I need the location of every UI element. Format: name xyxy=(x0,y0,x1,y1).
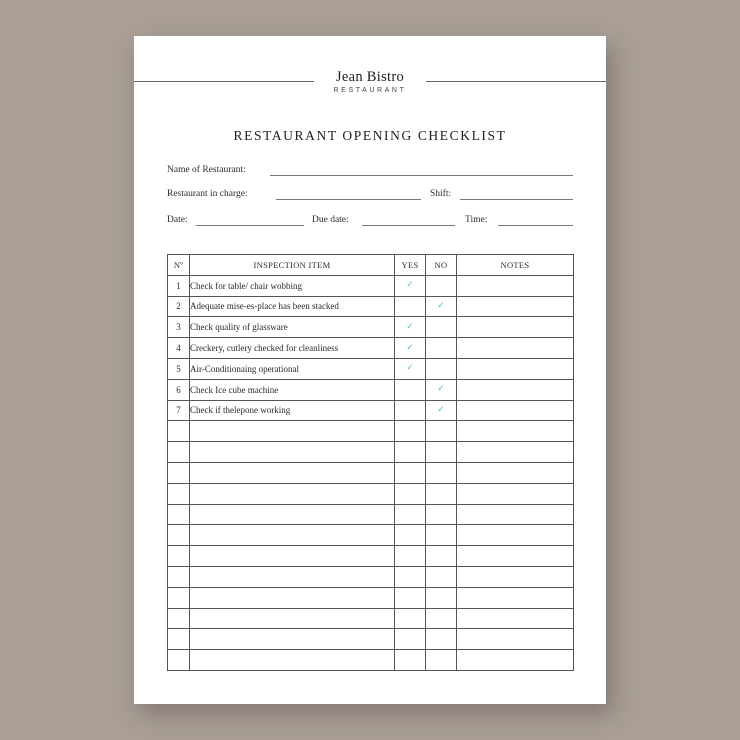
row-inspection-item: Check for table/ chair wobbing xyxy=(190,275,395,296)
brand-subtitle: RESTAURANT xyxy=(333,87,407,94)
row-no-cell[interactable] xyxy=(426,462,457,483)
row-number[interactable] xyxy=(168,483,190,504)
row-notes-cell[interactable] xyxy=(457,338,574,359)
row-no-cell[interactable] xyxy=(426,566,457,587)
row-number: 3 xyxy=(168,317,190,338)
row-notes-cell[interactable] xyxy=(457,296,574,317)
row-number[interactable] xyxy=(168,608,190,629)
row-number: 7 xyxy=(168,400,190,421)
row-inspection-item[interactable] xyxy=(190,504,395,525)
column-header-inspection-item: INSPECTION ITEM xyxy=(190,255,395,276)
row-notes-cell[interactable] xyxy=(457,608,574,629)
row-inspection-item[interactable] xyxy=(190,525,395,546)
checkmark-icon: ✓ xyxy=(406,342,414,353)
row-inspection-item: Check Ice cube machine xyxy=(190,379,395,400)
restaurant-in-charge-label: Restaurant in charge: xyxy=(167,189,248,199)
checkmark-icon: ✓ xyxy=(406,363,414,374)
row-inspection-item[interactable] xyxy=(190,462,395,483)
row-yes-cell[interactable] xyxy=(395,504,426,525)
row-no-cell[interactable] xyxy=(426,442,457,463)
row-number[interactable] xyxy=(168,566,190,587)
row-yes-cell[interactable] xyxy=(395,421,426,442)
row-inspection-item: Check quality of glassware xyxy=(190,317,395,338)
row-yes-cell[interactable] xyxy=(395,587,426,608)
table-row xyxy=(168,379,574,400)
due-date-field[interactable] xyxy=(362,225,455,226)
row-number[interactable] xyxy=(168,650,190,671)
shift-field[interactable] xyxy=(460,199,573,200)
column-header-yes: YES xyxy=(395,255,426,276)
table-row xyxy=(168,400,574,421)
row-inspection-item[interactable] xyxy=(190,608,395,629)
row-no-cell[interactable] xyxy=(426,358,457,379)
row-number: 1 xyxy=(168,275,190,296)
row-notes-cell[interactable] xyxy=(457,462,574,483)
column-header-notes: NOTES xyxy=(457,255,574,276)
row-yes-cell[interactable] xyxy=(395,296,426,317)
row-notes-cell[interactable] xyxy=(457,650,574,671)
row-no-cell[interactable] xyxy=(426,525,457,546)
row-yes-cell[interactable] xyxy=(395,483,426,504)
checkmark-icon: ✓ xyxy=(437,384,445,395)
table-row xyxy=(168,275,574,296)
row-notes-cell[interactable] xyxy=(457,379,574,400)
table-header-row xyxy=(168,255,574,276)
row-number[interactable] xyxy=(168,462,190,483)
row-inspection-item[interactable] xyxy=(190,650,395,671)
row-yes-cell[interactable] xyxy=(395,358,426,379)
header-divider-left xyxy=(134,81,314,82)
row-no-cell[interactable] xyxy=(426,629,457,650)
row-inspection-item[interactable] xyxy=(190,421,395,442)
empty-table-row xyxy=(168,504,574,525)
time-label: Time: xyxy=(465,215,488,225)
checklist-page xyxy=(134,36,606,704)
empty-table-row xyxy=(168,608,574,629)
row-yes-cell[interactable] xyxy=(395,400,426,421)
row-no-cell[interactable] xyxy=(426,400,457,421)
row-number: 6 xyxy=(168,379,190,400)
row-notes-cell[interactable] xyxy=(457,546,574,567)
row-yes-cell[interactable] xyxy=(395,650,426,671)
row-number[interactable] xyxy=(168,587,190,608)
shift-label: Shift: xyxy=(430,189,452,199)
checkmark-icon: ✓ xyxy=(437,404,445,415)
row-no-cell[interactable] xyxy=(426,317,457,338)
row-no-cell[interactable] xyxy=(426,504,457,525)
checkmark-icon: ✓ xyxy=(406,280,414,291)
row-number[interactable] xyxy=(168,421,190,442)
row-notes-cell[interactable] xyxy=(457,566,574,587)
row-number[interactable] xyxy=(168,546,190,567)
row-number[interactable] xyxy=(168,504,190,525)
row-notes-cell[interactable] xyxy=(457,317,574,338)
inspection-table xyxy=(167,254,574,671)
row-inspection-item[interactable] xyxy=(190,483,395,504)
name-of-restaurant-field[interactable] xyxy=(270,175,573,176)
row-inspection-item[interactable] xyxy=(190,442,395,463)
row-yes-cell[interactable] xyxy=(395,566,426,587)
checkmark-icon: ✓ xyxy=(406,321,414,332)
empty-table-row xyxy=(168,566,574,587)
row-yes-cell[interactable] xyxy=(395,317,426,338)
row-notes-cell[interactable] xyxy=(457,400,574,421)
column-header-no: NO xyxy=(426,255,457,276)
row-yes-cell[interactable] xyxy=(395,608,426,629)
empty-table-row xyxy=(168,462,574,483)
row-no-cell[interactable] xyxy=(426,546,457,567)
empty-table-row xyxy=(168,421,574,442)
name-of-restaurant-label: Name of Restaurant: xyxy=(167,165,246,175)
row-notes-cell[interactable] xyxy=(457,358,574,379)
empty-table-row xyxy=(168,587,574,608)
row-yes-cell[interactable] xyxy=(395,525,426,546)
row-inspection-item: Adequate mise-es-place has been stacked xyxy=(190,296,395,317)
empty-table-row xyxy=(168,629,574,650)
row-notes-cell[interactable] xyxy=(457,421,574,442)
date-label: Date: xyxy=(167,215,188,225)
table-row xyxy=(168,338,574,359)
checkmark-icon: ✓ xyxy=(437,300,445,311)
due-date-label: Due date: xyxy=(312,215,349,225)
row-number: 5 xyxy=(168,358,190,379)
row-notes-cell[interactable] xyxy=(457,442,574,463)
table-row xyxy=(168,358,574,379)
row-no-cell[interactable] xyxy=(426,421,457,442)
empty-table-row xyxy=(168,546,574,567)
row-yes-cell[interactable] xyxy=(395,338,426,359)
row-number: 2 xyxy=(168,296,190,317)
row-number: 4 xyxy=(168,338,190,359)
row-inspection-item: Air-Conditionaing operational xyxy=(190,358,395,379)
row-no-cell[interactable] xyxy=(426,379,457,400)
table-row xyxy=(168,317,574,338)
restaurant-in-charge-field[interactable] xyxy=(276,199,421,200)
row-notes-cell[interactable] xyxy=(457,483,574,504)
row-yes-cell[interactable] xyxy=(395,379,426,400)
row-notes-cell[interactable] xyxy=(457,275,574,296)
row-no-cell[interactable] xyxy=(426,483,457,504)
row-notes-cell[interactable] xyxy=(457,504,574,525)
column-header-number: Nº xyxy=(168,255,190,276)
brand-name: Jean Bistro xyxy=(335,69,405,85)
table-row xyxy=(168,296,574,317)
row-no-cell[interactable] xyxy=(426,275,457,296)
empty-table-row xyxy=(168,483,574,504)
empty-table-row xyxy=(168,525,574,546)
row-inspection-item[interactable] xyxy=(190,587,395,608)
row-inspection-item[interactable] xyxy=(190,629,395,650)
empty-table-row xyxy=(168,442,574,463)
empty-table-row xyxy=(168,650,574,671)
row-yes-cell[interactable] xyxy=(395,546,426,567)
row-number[interactable] xyxy=(168,442,190,463)
row-notes-cell[interactable] xyxy=(457,525,574,546)
row-yes-cell[interactable] xyxy=(395,462,426,483)
row-number[interactable] xyxy=(168,525,190,546)
row-inspection-item: Check if thelepone working xyxy=(190,400,395,421)
row-no-cell[interactable] xyxy=(426,587,457,608)
row-yes-cell[interactable] xyxy=(395,275,426,296)
row-no-cell[interactable] xyxy=(426,650,457,671)
row-notes-cell[interactable] xyxy=(457,587,574,608)
date-field[interactable] xyxy=(196,225,304,226)
row-notes-cell[interactable] xyxy=(457,629,574,650)
row-yes-cell[interactable] xyxy=(395,442,426,463)
row-no-cell[interactable] xyxy=(426,338,457,359)
row-number[interactable] xyxy=(168,629,190,650)
row-yes-cell[interactable] xyxy=(395,629,426,650)
time-field[interactable] xyxy=(498,225,573,226)
row-inspection-item[interactable] xyxy=(190,546,395,567)
row-no-cell[interactable] xyxy=(426,296,457,317)
row-inspection-item[interactable] xyxy=(190,566,395,587)
page-title: RESTAURANT OPENING CHECKLIST xyxy=(233,128,507,143)
row-inspection-item: Creckery, cutlery checked for cleanliness xyxy=(190,338,395,359)
header-divider-right xyxy=(426,81,606,82)
row-no-cell[interactable] xyxy=(426,608,457,629)
